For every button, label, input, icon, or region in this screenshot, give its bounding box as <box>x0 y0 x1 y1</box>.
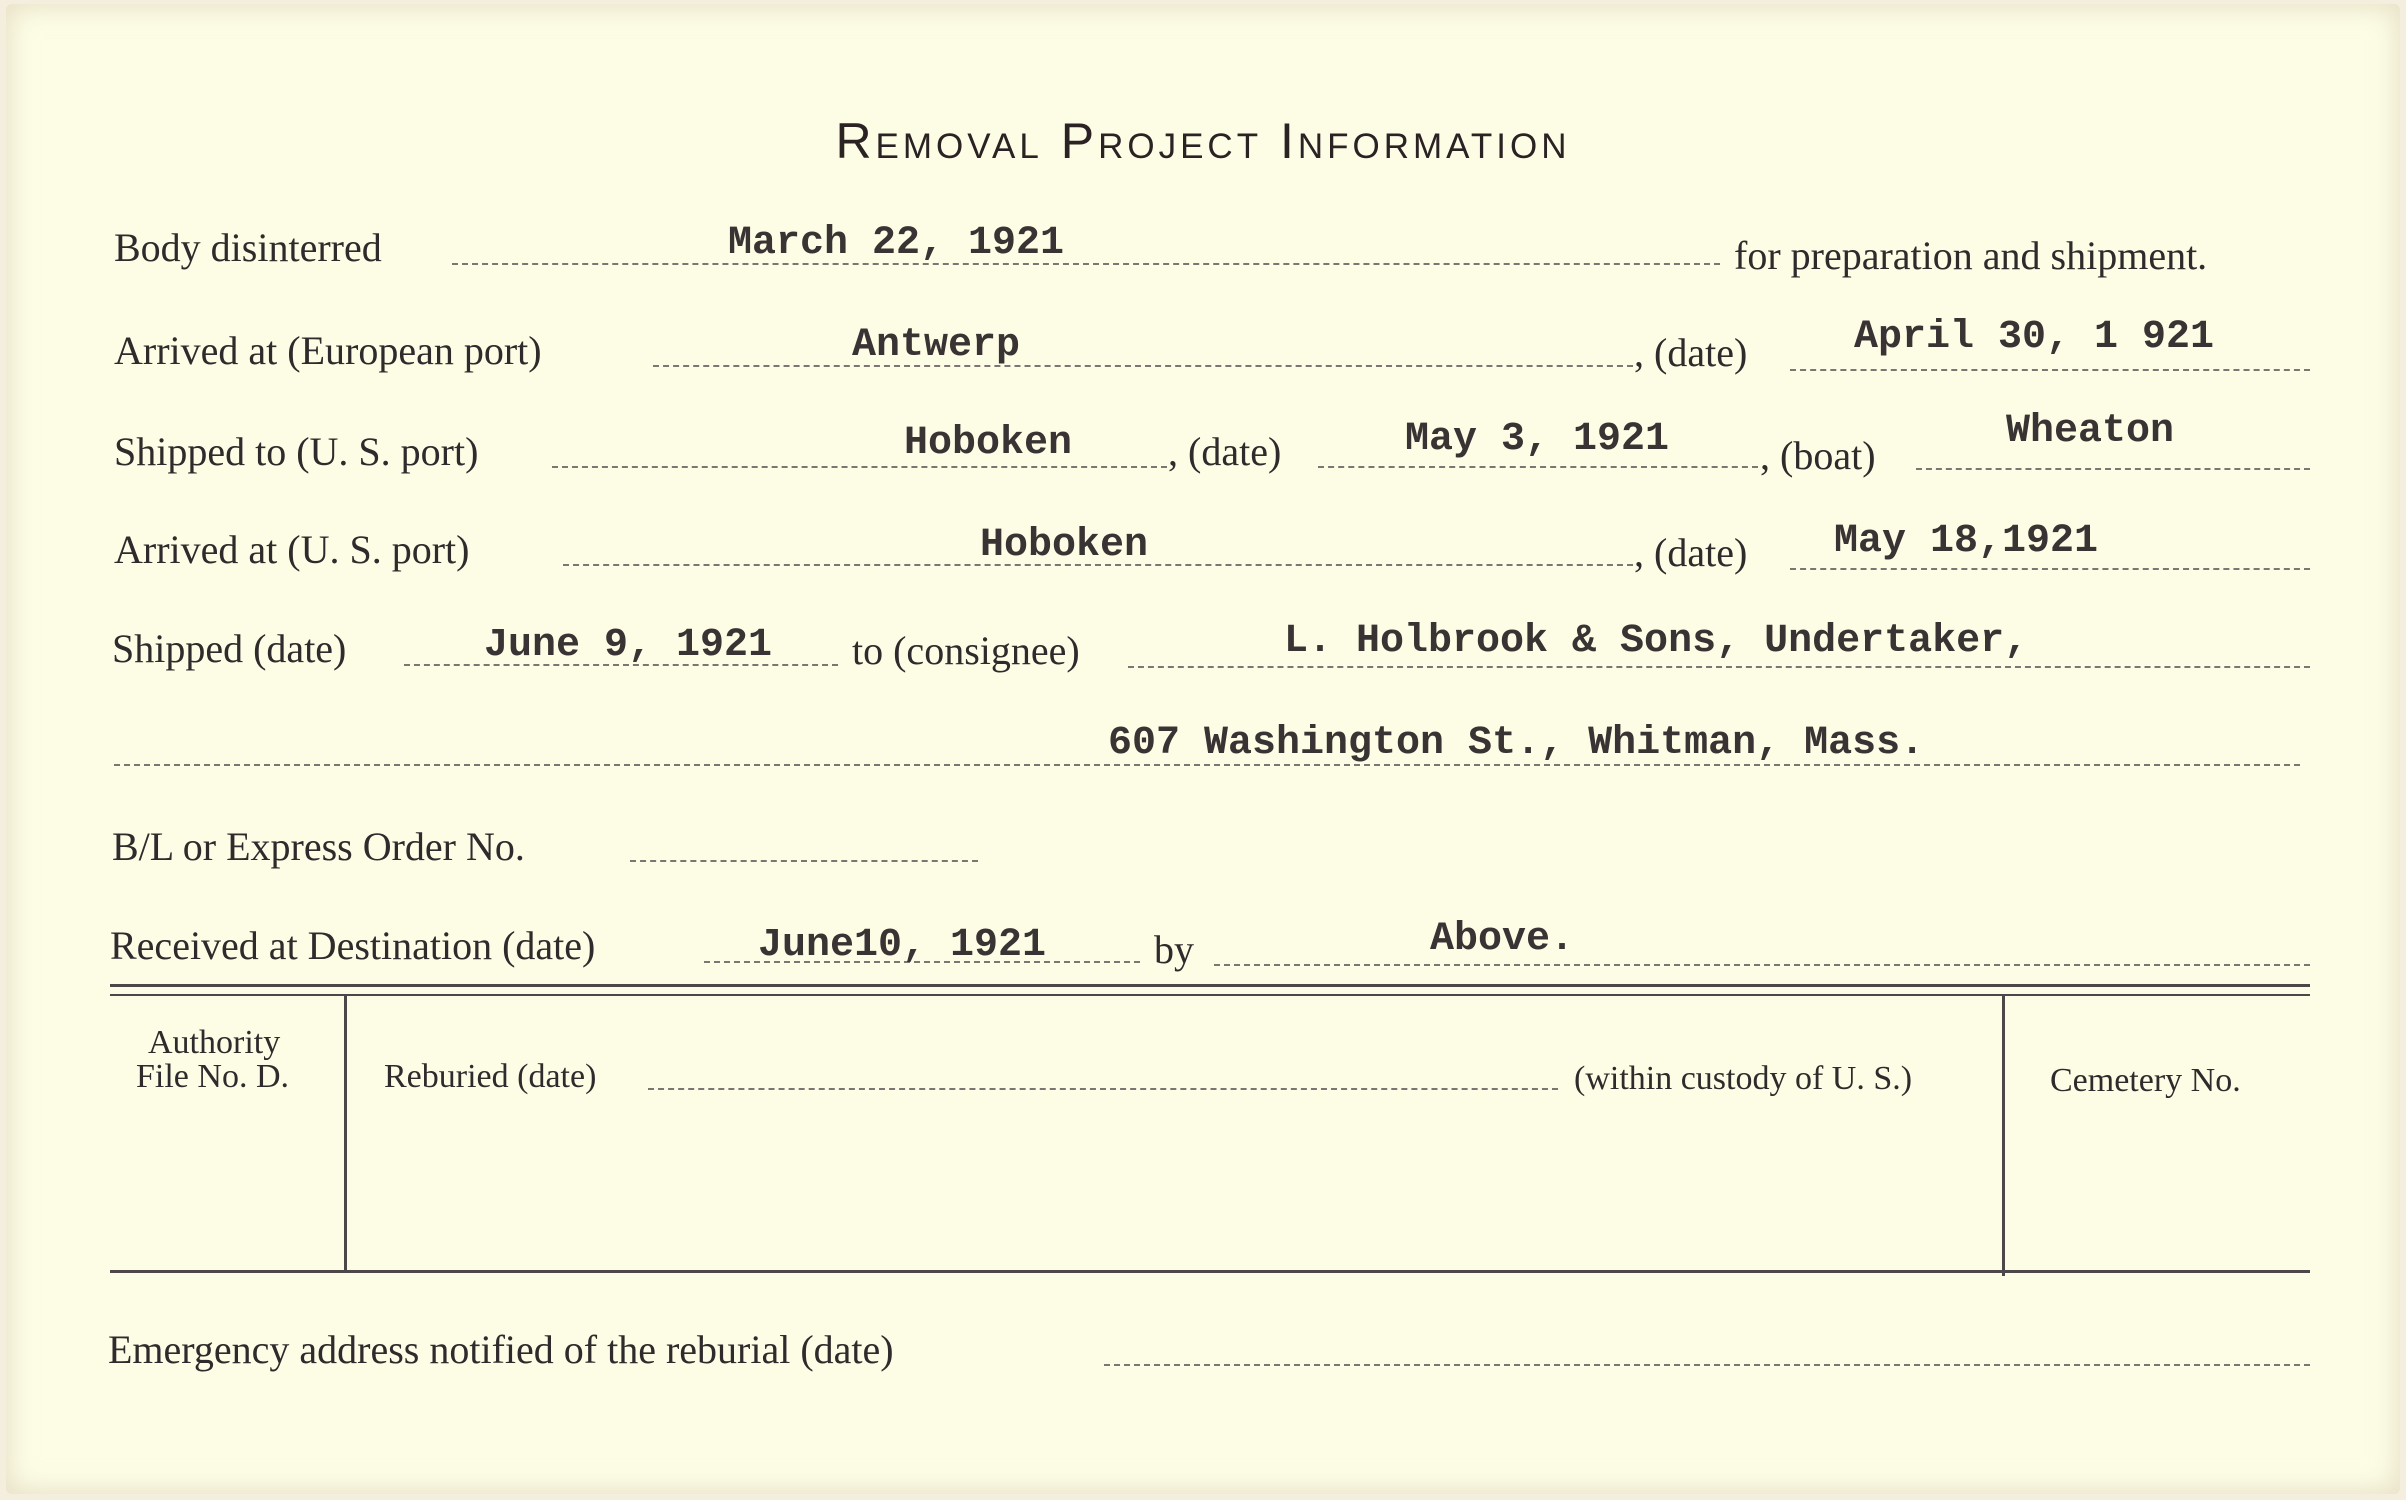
arrived-european-date-line <box>1790 369 2310 371</box>
arrived-us-date-value: May 18,1921 <box>1834 519 2099 564</box>
reburied-date-label: Reburied (date) <box>384 1058 597 1095</box>
arrived-european-port-label: Arrived at (European port) <box>114 328 542 373</box>
table-top-rule <box>110 984 2310 987</box>
consignee-label: to (consignee) <box>852 628 1080 673</box>
bl-express-order-line <box>630 860 978 862</box>
body-disinterred-line <box>452 263 1720 265</box>
emergency-address-line <box>1104 1364 2310 1366</box>
consignee-value: L. Holbrook & Sons, Undertaker, <box>1284 619 2029 664</box>
shipped-us-date-label: , (date) <box>1168 429 1282 474</box>
arrived-european-port-value: Antwerp <box>852 323 1021 368</box>
shipped-date-label: Shipped (date) <box>112 626 347 671</box>
shipped-us-date-value: May 3, 1921 <box>1405 417 1670 462</box>
body-disinterred-date: March 22, 1921 <box>728 221 1065 266</box>
bl-express-order-label: B/L or Express Order No. <box>112 824 525 869</box>
shipped-us-boat-label: , (boat) <box>1760 433 1876 478</box>
received-by-value: Above. <box>1430 917 1575 962</box>
emergency-address-label: Emergency address notified of the reburial (date) <box>108 1327 894 1372</box>
received-destination-date: June10, 1921 <box>758 923 1047 968</box>
shipped-us-date-line <box>1318 466 1758 468</box>
shipped-us-port-label: Shipped to (U. S. port) <box>114 429 479 474</box>
table-right-divider <box>2002 996 2005 1276</box>
table-left-divider <box>344 996 347 1270</box>
received-by-line <box>1214 964 2310 966</box>
body-disinterred-label: Body disinterred <box>114 225 382 270</box>
arrived-european-date-label: , (date) <box>1634 330 1748 375</box>
form-title: Removal Project Information <box>835 113 1571 169</box>
table-bottom-rule <box>110 1270 2310 1273</box>
received-by-label: by <box>1154 927 1194 972</box>
shipped-us-boat-value: Wheaton <box>2006 409 2175 454</box>
arrived-us-date-label: , (date) <box>1634 530 1748 575</box>
body-disinterred-suffix: for preparation and shipment. <box>1734 233 2208 278</box>
table-top-rule-inner <box>110 994 2310 996</box>
arrived-us-port-label: Arrived at (U. S. port) <box>114 527 470 572</box>
arrived-us-date-line <box>1790 568 2310 570</box>
arrived-us-port-value: Hoboken <box>980 523 1149 568</box>
consignee-line <box>1128 666 2310 668</box>
authority-label: Authority <box>148 1024 281 1061</box>
shipped-us-boat-line <box>1916 468 2310 470</box>
arrived-european-date-value: April 30, 1 921 <box>1854 315 2215 360</box>
custody-label: (within custody of U. S.) <box>1574 1060 1913 1097</box>
received-destination-label: Received at Destination (date) <box>110 923 596 968</box>
consignee-address-value: 607 Washington St., Whitman, Mass. <box>1108 721 1925 766</box>
shipped-date-value: June 9, 1921 <box>484 623 773 668</box>
shipped-us-port-line <box>552 466 1167 468</box>
file-no-label: File No. D. <box>136 1058 289 1095</box>
reburied-date-line <box>648 1088 1558 1090</box>
shipped-us-port-value: Hoboken <box>904 421 1073 466</box>
cemetery-no-label: Cemetery No. <box>2050 1062 2241 1099</box>
arrived-european-port-line <box>653 365 1633 367</box>
